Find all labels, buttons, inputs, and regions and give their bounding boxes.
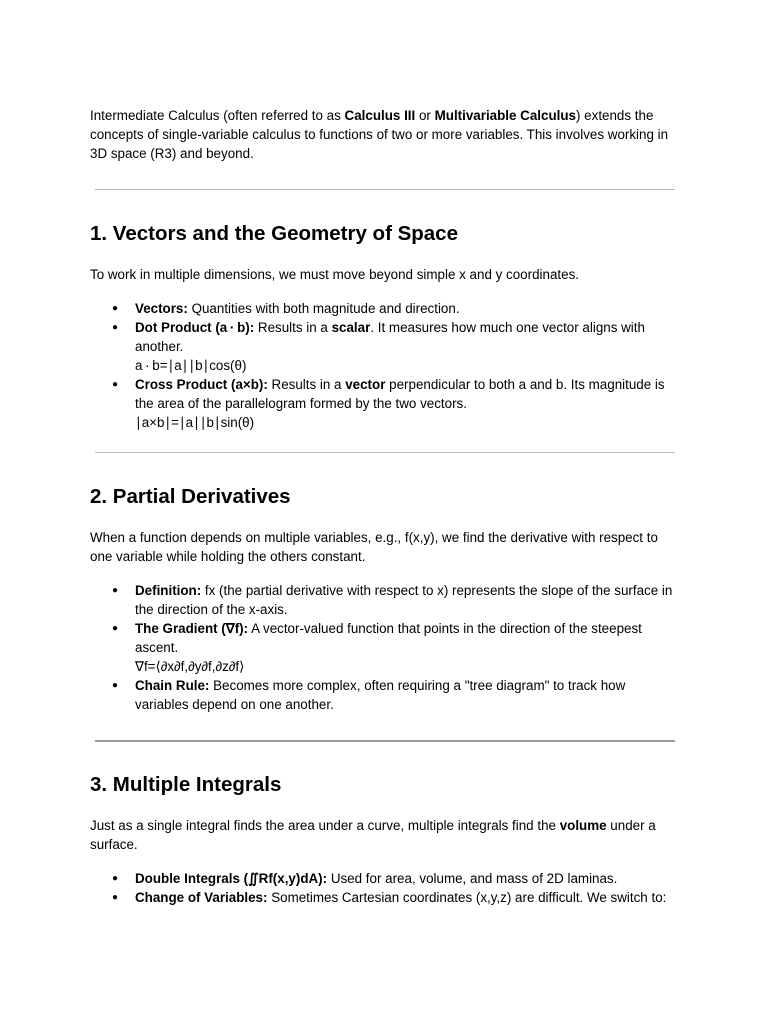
section-intro-bold: volume <box>559 818 607 833</box>
formula: ∣a×b∣=∣a∣∣b∣sin(θ) <box>135 415 255 430</box>
section-heading-multiple-integrals: 3. Multiple Integrals <box>90 773 282 796</box>
list-item <box>90 619 678 676</box>
list-item-text: A vector-valued function that points in the direction of the steepest ascent. <box>135 621 642 655</box>
intro-text: Intermediate Calculus (often referred to as <box>90 108 345 123</box>
section-intro: When a function depends on multiple variables, e.g., f(x,y), we find the derivative with respect to one variable while holding the others constant. <box>90 530 658 564</box>
list-item-term: Vectors: <box>135 301 188 316</box>
list-item-term: Dot Product (a · b): <box>135 320 255 335</box>
list-item <box>90 676 678 714</box>
list-item-bold: vector <box>345 377 386 392</box>
intro-text: ) extends the concepts of single-variable calculus to functions of two or more variables. This involves working in 3D space (R3) and beyond. <box>90 108 669 161</box>
formula: a · b=∣a∣∣b∣cos(θ) <box>135 358 247 373</box>
bullet-list <box>90 581 678 714</box>
formula: ∇f=⟨∂x∂f,∂y∂f,∂z∂f⟩ <box>135 659 245 674</box>
list-item-term: Chain Rule: <box>135 678 210 693</box>
list-item-text: . It measures how much one vector aligns with another. <box>135 320 645 354</box>
bullet-list <box>90 869 678 907</box>
list-item-text: Used for area, volume, and mass of 2D laminas. <box>327 871 618 886</box>
list-item-term: The Gradient (∇f): <box>135 621 249 636</box>
intro-text: or <box>415 108 435 123</box>
list-item-text: perpendicular to both a and b. Its magnitude is the area of the parallelogram formed by the two vectors. <box>135 377 665 411</box>
section-divider <box>95 452 675 453</box>
list-item-term: Change of Variables: <box>135 890 268 905</box>
section-heading-partial-derivatives: 2. Partial Derivatives <box>90 485 291 508</box>
intro-bold-calculus-iii: Calculus III <box>344 108 416 123</box>
list-item <box>90 299 678 318</box>
section-intro: To work in multiple dimensions, we must move beyond simple x and y coordinates. <box>90 267 579 282</box>
list-item-term: Double Integrals (∬Rf(x,y)dA): <box>135 871 328 886</box>
list-item-text: fx (the partial derivative with respect to x) represents the slope of the surface in the direction of the x-axis. <box>135 583 673 617</box>
list-item <box>90 375 678 432</box>
list-item <box>90 581 678 619</box>
list-item-text: Results in a <box>267 377 346 392</box>
bullet-list <box>90 299 678 432</box>
section-intro-text: Just as a single integral finds the area under a curve, multiple integrals find the <box>90 818 560 833</box>
section-divider <box>95 740 675 742</box>
list-item-term: Definition: <box>135 583 202 598</box>
list-item-text: Sometimes Cartesian coordinates (x,y,z) are difficult. We switch to: <box>267 890 667 905</box>
list-item-text: Results in a <box>254 320 332 335</box>
list-item-text: Quantities with both magnitude and direction. <box>187 301 460 316</box>
section-heading-vectors: 1. Vectors and the Geometry of Space <box>90 222 458 245</box>
list-item-text: Becomes more complex, often requiring a "tree diagram" to track how variables depend on one another. <box>135 678 626 712</box>
intro-paragraph <box>90 106 678 163</box>
list-item <box>90 888 678 907</box>
document-content <box>90 106 678 907</box>
intro-bold-multivariable: Multivariable Calculus <box>434 108 576 123</box>
list-item <box>90 318 678 375</box>
list-item-bold: scalar <box>331 320 371 335</box>
section-intro-text: under a surface. <box>90 818 656 852</box>
section-divider <box>95 189 675 190</box>
section-intro <box>90 816 678 854</box>
list-item <box>90 869 678 888</box>
list-item-term: Cross Product (a×b): <box>135 377 268 392</box>
